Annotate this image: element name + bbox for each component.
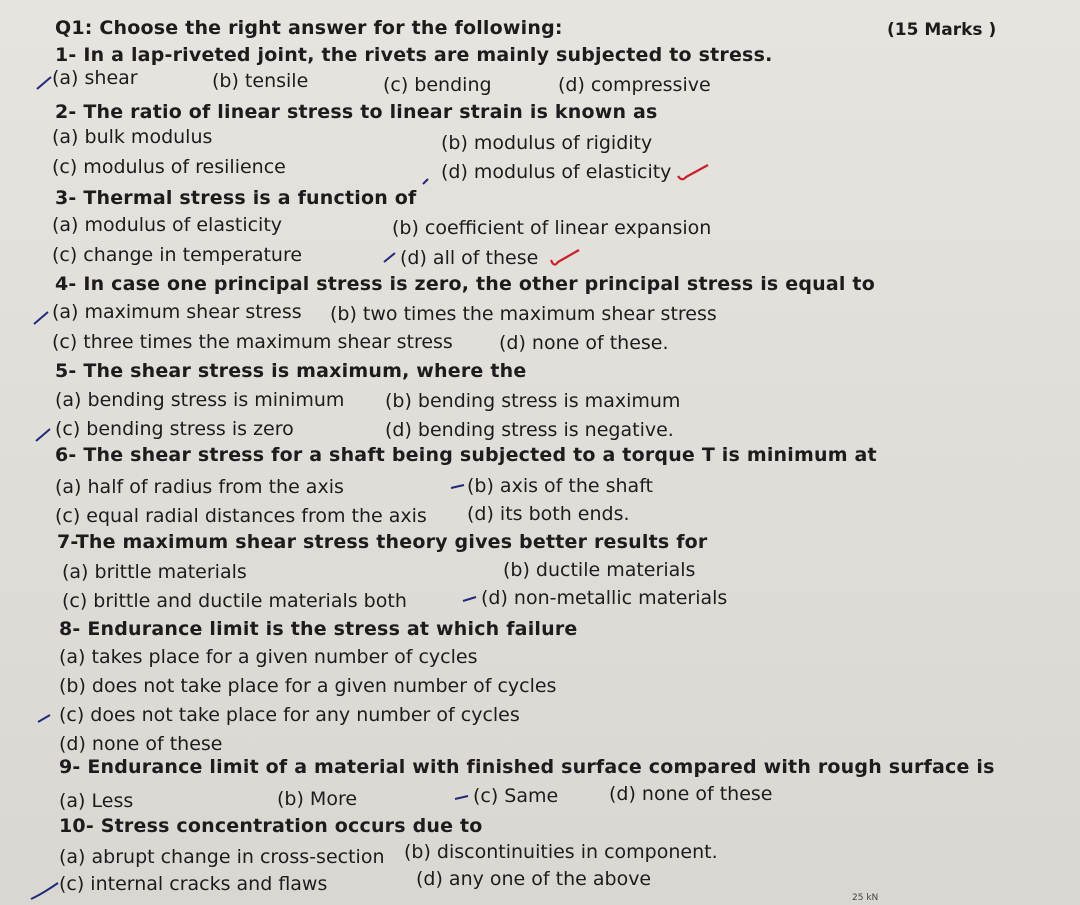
- q6-option-b: (b) axis of the shaft: [467, 475, 653, 497]
- q3-tick-mark-icon: [383, 250, 399, 264]
- q4-option-d: (d) none of these.: [499, 332, 669, 354]
- question-4: 4- In case one principal stress is zero, the other principal stress is equal to: [55, 273, 875, 295]
- q3-option-c: (c) change in temperature: [52, 244, 303, 266]
- q6-tick-mark-icon: [450, 479, 466, 493]
- q5-option-b: (b) bending stress is maximum: [385, 390, 681, 412]
- q9-tick-mark-icon: [454, 790, 470, 804]
- q1-option-d: (d) compressive: [558, 74, 711, 96]
- q8-option-b: (b) does not take place for a given number of cycles: [59, 675, 557, 697]
- question-7: 7-The maximum shear stress theory gives better results for: [57, 531, 708, 553]
- question-2: 2- The ratio of linear stress to linear strain is known as: [55, 101, 658, 123]
- q6-option-d: (d) its both ends.: [467, 503, 630, 525]
- q1-option-b: (b) tensile: [212, 70, 309, 92]
- q3-red-check-icon: [549, 248, 583, 270]
- q1-tick-mark-icon: [36, 76, 52, 90]
- q3-option-d: (d) all of these: [400, 247, 539, 269]
- q5-option-a: (a) bending stress is minimum: [55, 389, 345, 411]
- q7-option-a: (a) brittle materials: [62, 561, 247, 583]
- q3-option-b: (b) coefficient of linear expansion: [392, 217, 712, 239]
- q4-tick-mark-icon: [33, 311, 49, 325]
- q9-option-d: (d) none of these: [609, 783, 773, 805]
- q10-option-c: (c) internal cracks and flaws: [59, 873, 328, 895]
- q4-option-a: (a) maximum shear stress: [52, 301, 302, 323]
- q5-option-d: (d) bending stress is negative.: [385, 419, 674, 441]
- q6-option-a: (a) half of radius from the axis: [55, 476, 344, 498]
- question-9: 9- Endurance limit of a material with finished surface compared with rough surface is: [59, 756, 995, 778]
- q2-option-c: (c) modulus of resilience: [52, 156, 286, 178]
- q7-option-b: (b) ductile materials: [503, 559, 696, 581]
- q8-tick-mark-icon: [37, 711, 53, 725]
- q2-tick-mark-icon: [422, 172, 438, 186]
- question-10: 10- Stress concentration occurs due to: [59, 815, 483, 837]
- question-8: 8- Endurance limit is the stress at which failure: [59, 618, 578, 640]
- q1-option-c: (c) bending: [383, 74, 492, 96]
- q2-red-check-icon: [676, 162, 710, 184]
- corner-note: 25 kN: [852, 893, 879, 903]
- q7-option-d: (d) non-metallic materials: [481, 587, 728, 609]
- question-5: 5- The shear stress is maximum, where the: [55, 360, 527, 382]
- q7-tick-mark-icon: [462, 592, 478, 606]
- q5-option-c: (c) bending stress is zero: [55, 418, 294, 440]
- q5-tick-mark-icon: [35, 428, 51, 442]
- q8-option-c: (c) does not take place for any number of cycles: [59, 704, 520, 726]
- q1-option-a: (a) shear: [52, 67, 138, 89]
- question-1: 1- In a lap-riveted joint, the rivets are mainly subjected to stress.: [55, 44, 773, 66]
- q9-option-a: (a) Less: [59, 790, 134, 812]
- q8-option-a: (a) takes place for a given number of cycles: [59, 646, 478, 668]
- q2-option-d: (d) modulus of elasticity: [441, 161, 672, 183]
- q2-option-a: (a) bulk modulus: [52, 126, 213, 148]
- question-6: 6- The shear stress for a shaft being subjected to a torque T is minimum at: [55, 444, 877, 466]
- q4-option-c: (c) three times the maximum shear stress: [52, 331, 453, 353]
- q3-option-a: (a) modulus of elasticity: [52, 214, 283, 236]
- marks-label: (15 Marks ): [887, 20, 997, 40]
- q4-option-b: (b) two times the maximum shear stress: [330, 303, 717, 325]
- q7-option-c: (c) brittle and ductile materials both: [62, 590, 407, 612]
- section-heading: Q1: Choose the right answer for the following:: [55, 17, 563, 39]
- q9-option-c: (c) Same: [473, 785, 559, 807]
- question-3: 3- Thermal stress is a function of: [55, 187, 417, 209]
- q9-option-b: (b) More: [277, 788, 358, 810]
- q10-option-d: (d) any one of the above: [416, 868, 652, 890]
- q2-option-b: (b) modulus of rigidity: [441, 132, 653, 154]
- q10-tick-mark-icon: [30, 880, 60, 900]
- q10-option-a: (a) abrupt change in cross-section: [59, 846, 385, 868]
- q8-option-d: (d) none of these: [59, 733, 223, 755]
- q6-option-c: (c) equal radial distances from the axis: [55, 505, 427, 527]
- q10-option-b: (b) discontinuities in component.: [404, 841, 718, 863]
